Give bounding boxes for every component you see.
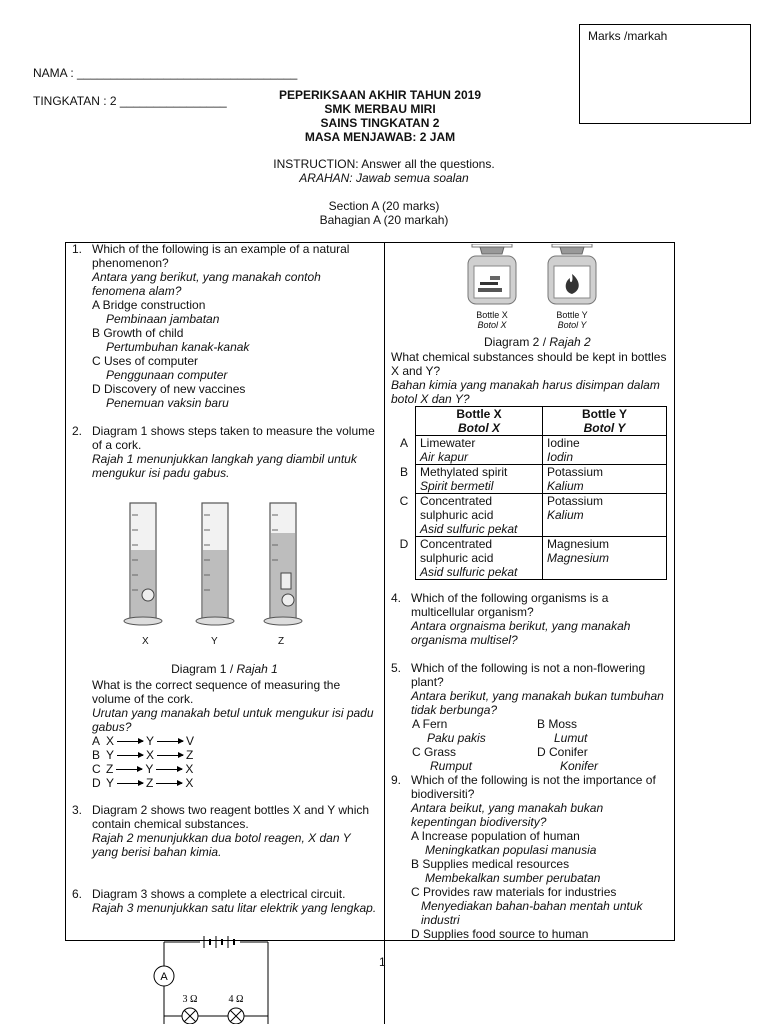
bottle-x-label-ms: Botol X <box>477 320 507 330</box>
question-text-ms: Rajah 3 menunjukkan satu litar elektrik yang lengkap. <box>92 901 377 915</box>
seq-step: X <box>185 776 194 790</box>
title-line: MASA MENJAWAB: 2 JAM <box>304 130 456 144</box>
title-line: PEPERIKSAAN AKHIR TAHUN 2019 <box>278 88 482 102</box>
cell-ms: Spirit bermetil <box>420 479 494 493</box>
question-text-ms: Antara berikut, yang manakah bukan tumbuhan tidak berbunga? <box>411 689 664 717</box>
option: B Supplies medical resources <box>411 857 570 871</box>
question-3-sub <box>391 350 671 406</box>
option-letter: A <box>92 734 101 748</box>
option-letter: B <box>92 748 101 762</box>
cell-en: Limewater <box>420 436 476 450</box>
question-text: Diagram 2 shows two reagent bottles X and Y which contain chemical substances. <box>92 803 370 831</box>
table-header <box>393 407 667 436</box>
table-row <box>393 465 667 494</box>
option-ms: Pertumbuhan kanak-kanak <box>106 340 250 354</box>
cell-x <box>416 537 543 580</box>
question-text: Which of the following organisms is a multicellular organism? <box>411 591 609 619</box>
col-bottle-y <box>543 407 667 436</box>
title-line: SMK MERBAU MIRI <box>324 102 436 116</box>
question-text-ms: Antara yang berikut, yang manakah contoh fenomena alam? <box>92 270 321 298</box>
option-b: B Moss <box>537 717 578 731</box>
cell-x <box>416 494 543 537</box>
option-a-ms: Paku pakis <box>427 731 486 745</box>
seq-step: Y <box>106 776 115 790</box>
cell-ms: Kalium <box>547 508 584 522</box>
diagram-1-cylinders <box>100 495 340 655</box>
seq-step: Z <box>186 748 194 762</box>
cell-ms: Asid sulfuric pekat <box>420 565 518 579</box>
question-2-sub <box>92 678 377 790</box>
question-text-ms: Antara orgnaisma berikut, yang manakah organisma multisel? <box>411 619 631 647</box>
question-text: What is the correct sequence of measuring the volume of the cork. <box>92 678 341 706</box>
cylinder-label-x: X <box>142 636 149 647</box>
cell-en: Magnesium <box>547 537 610 551</box>
cylinder-z <box>264 503 302 625</box>
seq-step: Y <box>106 748 115 762</box>
option-c-ms: Rumput <box>430 759 473 773</box>
bottle-x-label <box>468 310 516 330</box>
question-1 <box>72 242 377 410</box>
table-row <box>393 436 667 465</box>
resistance-label: 4 Ω <box>228 994 244 1005</box>
arrow-icon <box>117 783 143 784</box>
cell-y <box>543 465 667 494</box>
arrow-icon <box>157 741 183 742</box>
caption-ms: Rajah 2 <box>549 335 591 349</box>
option-letter: C <box>92 762 101 776</box>
seq-step: Y <box>146 734 155 748</box>
option-letter: B <box>399 464 408 479</box>
question-number: 2. <box>72 424 83 438</box>
col-x-ms: Botol X <box>458 421 500 435</box>
battery-icon <box>204 936 234 948</box>
seq-step: X <box>146 748 155 762</box>
question-6 <box>72 887 377 915</box>
arrow-icon <box>117 755 143 756</box>
bottle-y-label <box>548 310 596 330</box>
option-letter: C <box>399 493 409 508</box>
option-ms: Menyediakan bahan-bahan mentah untuk industri <box>421 899 643 927</box>
cell-y <box>543 537 667 580</box>
caption-en: Diagram 1 / <box>171 662 237 676</box>
cell-en: Methylated spirit <box>420 465 508 479</box>
marks-label: Marks /markah <box>588 29 668 43</box>
question-text-ms: Urutan yang manakah betul untuk mengukur isi padu gabus? <box>92 706 374 734</box>
option: C Uses of computer <box>92 354 199 368</box>
question-text: Which of the following is not the importance of biodiversiti? <box>411 773 656 801</box>
arrow-icon <box>156 783 182 784</box>
exam-title <box>230 88 530 144</box>
bulb-icon <box>228 1008 244 1024</box>
seq-step: X <box>106 734 115 748</box>
question-text: What chemical substances should be kept in bottles X and Y? <box>391 350 667 378</box>
question-number: 4. <box>391 591 402 605</box>
option-d-ms: Konifer <box>560 759 599 773</box>
sequence-option <box>92 734 377 748</box>
chemical-table <box>393 406 667 580</box>
marks-box <box>579 24 751 124</box>
cell-ms: Magnesium <box>547 551 610 565</box>
question-2 <box>72 424 377 480</box>
col-x-en: Bottle X <box>456 407 502 421</box>
cell-en: Concentrated sulphuric acid <box>420 537 494 565</box>
option-ms: Pembinaan jambatan <box>106 312 220 326</box>
cylinder-label-z: Z <box>278 636 285 647</box>
option-ms: Penggunaan computer <box>106 368 228 382</box>
ammeter-label: A <box>160 971 168 983</box>
cell-ms: Air kapur <box>420 450 469 464</box>
cell-ms: Asid sulfuric pekat <box>420 522 518 536</box>
nama-field: NAMA : _________________________________ <box>33 66 298 80</box>
cell-en: Potassium <box>547 494 604 508</box>
question-4 <box>391 591 671 647</box>
col-bottle-x <box>416 407 543 436</box>
arrow-icon <box>156 769 182 770</box>
instruction-ms: ARAHAN: Jawab semua soalan <box>299 171 469 185</box>
question-text: Diagram 3 shows a complete a electrical circuit. <box>92 887 346 901</box>
cylinder-x <box>124 503 162 625</box>
page-number: 1 <box>379 955 386 969</box>
cell-y <box>543 494 667 537</box>
option-ms: Meningkatkan populasi manusia <box>425 843 597 857</box>
seq-step: Z <box>106 762 114 776</box>
sequence-option <box>92 776 377 790</box>
cell-x <box>416 436 543 465</box>
option-letter: A <box>399 435 408 450</box>
option-c: C Grass <box>412 745 457 759</box>
question-text-ms: Rajah 2 menunjukkan dua botol reagen, X dan Y yang berisi bahan kimia. <box>92 831 351 859</box>
diagram-1-caption <box>72 662 377 676</box>
cell-en: Iodine <box>547 436 580 450</box>
option-letter: D <box>92 776 101 790</box>
option: D Discovery of new vaccines <box>92 382 246 396</box>
bottle-x <box>468 244 516 304</box>
option-ms: Penemuan vaksin baru <box>106 396 229 410</box>
option: A Bridge construction <box>92 298 206 312</box>
question-number: 9. <box>391 773 402 787</box>
question-text-ms: Antara beikut, yang manakah bukan kepentingan biodiversity? <box>411 801 604 829</box>
caption-ms: Rajah 1 <box>236 662 278 676</box>
cell-x <box>416 465 543 494</box>
option-b-ms: Lumut <box>554 731 588 745</box>
seq-step: X <box>185 762 194 776</box>
table-row <box>393 537 667 580</box>
question-text: Which of the following is not a non-flowering plant? <box>411 661 646 689</box>
question-text-ms: Rajah 1 menunjukkan langkah yang diambil untuk mengukur isi padu gabus. <box>92 452 357 480</box>
seq-step: Z <box>146 776 154 790</box>
cell-y <box>543 436 667 465</box>
resistance-label: 3 Ω <box>182 994 198 1005</box>
diagram-3-circuit <box>140 928 380 1024</box>
question-number: 3. <box>72 803 83 817</box>
table-row <box>393 494 667 537</box>
question-9 <box>391 773 671 941</box>
question-text-ms: Bahan kimia yang manakah harus disimpan dalam botol X dan Y? <box>391 378 660 406</box>
section-ms: Bahagian A (20 markah) <box>319 213 449 227</box>
question-number: 5. <box>391 661 402 675</box>
option: A Increase population of human <box>411 829 580 843</box>
tingkatan-field: TINGKATAN : 2 ________________ <box>33 94 227 108</box>
option-a: A Fern <box>412 717 448 731</box>
col-y-en: Bottle Y <box>581 407 628 421</box>
question-3 <box>72 803 377 859</box>
option: C Provides raw materials for industries <box>411 885 617 899</box>
bottle-x-label-en: Bottle X <box>476 310 508 320</box>
instruction-en: INSTRUCTION: Answer all the questions. <box>273 157 495 171</box>
seq-step: Y <box>145 762 154 776</box>
bottle-y <box>548 244 596 304</box>
cell-ms: Iodin <box>547 450 574 464</box>
cylinder-label-y: Y <box>211 636 218 647</box>
arrow-icon <box>117 741 143 742</box>
bottle-y-label-en: Bottle Y <box>556 310 588 320</box>
empty-cell <box>393 407 416 436</box>
question-text: Diagram 1 shows steps taken to measure the volume of a cork. <box>92 424 375 452</box>
arrow-icon <box>157 755 183 756</box>
question-5 <box>391 661 671 717</box>
sequence-option <box>92 762 377 776</box>
bulb-icon <box>182 1008 198 1024</box>
question-number: 6. <box>72 887 83 901</box>
column-divider <box>384 242 385 1024</box>
arrow-icon <box>116 769 142 770</box>
cell-ms: Kalium <box>547 479 584 493</box>
option-letter: D <box>399 536 409 551</box>
seq-step: V <box>186 734 195 748</box>
cell-en: Potassium <box>547 465 604 479</box>
sequence-option <box>92 748 377 762</box>
option-d: D Conifer <box>537 745 588 759</box>
diagram-2-caption <box>484 335 591 349</box>
title-line: SAINS TINGKATAN 2 <box>320 116 440 130</box>
option-ms: Membekalkan sumber perubatan <box>425 871 601 885</box>
cell-en: Concentrated sulphuric acid <box>420 494 494 522</box>
question-number: 1. <box>72 242 83 256</box>
option: D Supplies food source to human <box>411 927 589 941</box>
option: B Growth of child <box>92 326 184 340</box>
bottle-y-label-ms: Botol Y <box>557 320 587 330</box>
caption-en: Diagram 2 / <box>484 335 550 349</box>
col-y-ms: Botol Y <box>583 421 626 435</box>
question-text: Which of the following is an example of a natural phenomenon? <box>92 242 350 270</box>
section-en: Section A (20 marks) <box>328 199 440 213</box>
cylinder-y <box>196 503 234 625</box>
